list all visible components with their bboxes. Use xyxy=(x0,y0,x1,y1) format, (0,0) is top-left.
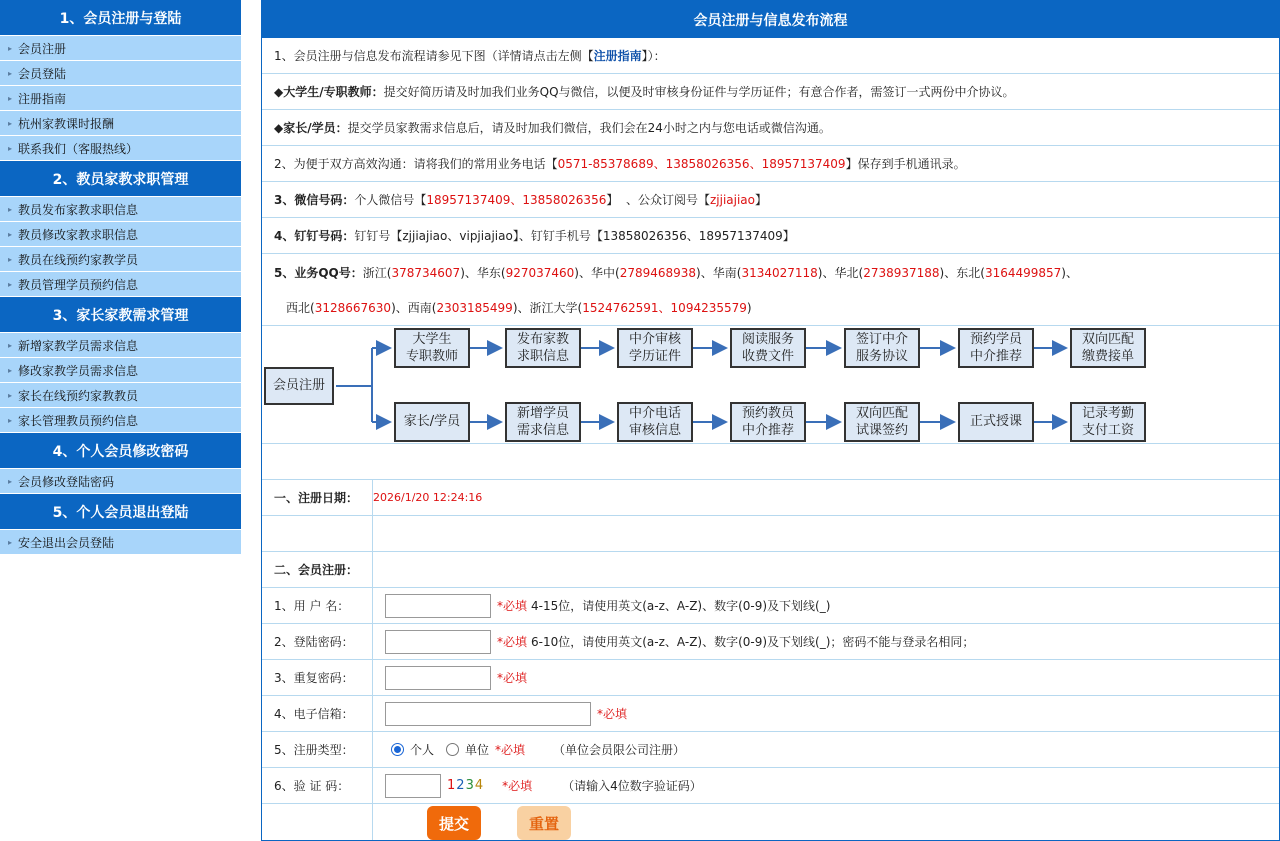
sidebar-section-title: 2、教员家教求职管理 xyxy=(0,161,241,197)
wechat-close: 】 xyxy=(755,193,768,207)
qq-line-2: 西北(3128667630)、西南(2303185499)、浙江大学(1524762591、1094235579) xyxy=(286,301,752,315)
email-input[interactable] xyxy=(385,702,591,726)
bullet-icon: ▸ xyxy=(8,415,13,425)
repeat-password-input[interactable] xyxy=(385,666,491,690)
type-row xyxy=(262,732,1279,768)
sidebar-item-label: 教员修改家教求职信息 xyxy=(18,227,139,242)
qq-label: 5、业务QQ号： xyxy=(274,265,363,280)
flow-step-teacher: 大学生 专职教师 xyxy=(394,328,470,368)
bullet-icon: ▸ xyxy=(8,143,13,153)
username-label: 1、用 户 名： xyxy=(262,588,373,623)
bullet-icon: ▸ xyxy=(8,118,13,128)
wechat-row xyxy=(262,182,1279,218)
type-label: 5、注册类型： xyxy=(262,732,373,767)
qq-row-2 xyxy=(262,290,1279,326)
username-hint: 4-15位，请使用英文(a-z、A-Z)、数字(0-9)及下划线(_) xyxy=(531,599,831,613)
sidebar-item[interactable] xyxy=(0,197,241,222)
flow-step-teacher: 签订中介 服务协议 xyxy=(844,328,920,368)
captcha-input[interactable] xyxy=(385,774,441,798)
submit-button[interactable]: 提交 xyxy=(427,806,481,840)
qq-number: 3134027118 xyxy=(741,265,818,280)
phone-prefix: 2、为便于双方高效沟通：请将我们的常用业务电话【 xyxy=(274,157,558,171)
qq-region: 东北 xyxy=(956,265,981,280)
reg-date-label: 一、注册日期： xyxy=(262,480,373,515)
captcha-image[interactable] xyxy=(447,778,484,793)
intro-suffix: 】）： xyxy=(641,49,666,63)
sidebar-item[interactable] xyxy=(0,61,241,86)
password-row xyxy=(262,624,1279,660)
flow-step-parent: 新增学员 需求信息 xyxy=(505,402,581,442)
sidebar-item[interactable] xyxy=(0,136,241,161)
spacer-row xyxy=(262,444,1279,480)
sidebar-item[interactable] xyxy=(0,272,241,297)
parent-label: ◆家长/学员： xyxy=(274,121,348,135)
flow-step-parent: 双向匹配 试课签约 xyxy=(844,402,920,442)
reg-section-label: 二、会员注册： xyxy=(262,552,373,587)
qq-number: 3128667630 xyxy=(314,301,392,315)
guide-link[interactable]: 注册指南 xyxy=(593,49,642,63)
flow-step-teacher: 预约学员 中介推荐 xyxy=(958,328,1034,368)
sidebar-item[interactable] xyxy=(0,530,241,555)
qq-number: 378734607 xyxy=(391,265,461,280)
sidebar-item-label: 教员发布家教求职信息 xyxy=(18,202,139,217)
teacher-label: ◆大学生/专职教师： xyxy=(274,85,384,99)
bullet-icon: ▸ xyxy=(8,537,13,547)
sidebar-item[interactable] xyxy=(0,247,241,272)
captcha-required: *必填 xyxy=(502,779,533,793)
bullet-icon: ▸ xyxy=(8,365,13,375)
sidebar-section-title: 4、个人会员修改密码 xyxy=(0,433,241,469)
sidebar-item[interactable] xyxy=(0,358,241,383)
bullet-icon: ▸ xyxy=(8,279,13,289)
sidebar-item-label: 修改家教学员需求信息 xyxy=(18,363,139,378)
dingtalk-label: 4、钉钉号码： xyxy=(274,229,355,243)
type-personal-radio[interactable] xyxy=(391,743,404,756)
flow-step-parent: 中介电话 审核信息 xyxy=(617,402,693,442)
repeat-label: 3、重复密码： xyxy=(262,660,373,695)
intro-row xyxy=(262,38,1279,74)
parent-text: 提交学员家教需求信息后，请及时加我们微信，我们会在24小时之内与您电话或微信沟通。 xyxy=(347,121,831,135)
email-required: *必填 xyxy=(597,707,628,721)
email-label: 4、电子信箱： xyxy=(262,696,373,731)
intro-text: 1、会员注册与信息发布流程请参见下图（详情请点击左侧【 xyxy=(274,49,594,63)
blank-label xyxy=(262,516,373,551)
repeat-required: *必填 xyxy=(497,671,528,685)
sidebar-item[interactable] xyxy=(0,222,241,247)
qq-number: 2738937188 xyxy=(863,265,940,280)
flow-step-teacher: 发布家教 求职信息 xyxy=(505,328,581,368)
sidebar-item[interactable] xyxy=(0,36,241,61)
qq-region: 华南 xyxy=(712,265,737,280)
password-hint: 6-10位，请使用英文(a-z、A-Z)、数字(0-9)及下划线(_)；密码不能与登录名相同； xyxy=(531,635,975,649)
reg-section-row xyxy=(262,552,1279,588)
email-row xyxy=(262,696,1279,732)
reg-date-row xyxy=(262,480,1279,516)
wechat-numbers: 18957137409、13858026356 xyxy=(426,193,607,207)
qq-row-1 xyxy=(262,254,1279,290)
type-company-radio[interactable] xyxy=(446,743,459,756)
sidebar-item-label: 会员注册 xyxy=(18,41,67,56)
sidebar-item-label: 教员管理学员预约信息 xyxy=(18,277,139,292)
bullet-icon: ▸ xyxy=(8,229,13,239)
qq-region: 浙江 xyxy=(362,265,387,280)
blank-value xyxy=(373,516,1279,551)
sidebar-item[interactable] xyxy=(0,383,241,408)
qq-region: 华中 xyxy=(590,265,615,280)
dingtalk-row xyxy=(262,218,1279,254)
teacher-row xyxy=(262,74,1279,110)
sidebar-item-label: 新增家教学员需求信息 xyxy=(18,338,139,353)
captcha-hint: （请输入4位数字验证码） xyxy=(562,779,702,793)
flow-step-parent: 正式授课 xyxy=(958,402,1034,442)
buttons-row xyxy=(262,804,1279,841)
sidebar-item[interactable] xyxy=(0,469,241,494)
main-panel xyxy=(261,0,1280,841)
flow-step-parent: 预约教员 中介推荐 xyxy=(730,402,806,442)
reset-button[interactable]: 重置 xyxy=(517,806,571,840)
qq-region: 浙江大学 xyxy=(529,301,578,315)
flow-step-teacher: 中介审核 学历证件 xyxy=(617,328,693,368)
password-input[interactable] xyxy=(385,630,491,654)
captcha-label: 6、验 证 码： xyxy=(262,768,373,803)
blank-row xyxy=(262,516,1279,552)
sidebar-item[interactable] xyxy=(0,86,241,111)
wechat-label: 3、微信号码： xyxy=(274,193,355,207)
buttons-label xyxy=(262,804,373,841)
captcha-digit-1: 1 xyxy=(447,778,457,793)
qq-line-1: 浙江(378734607)、华东(927037460)、华中(2789468938)、华南(3134027118)、华北(2738937188)、东北(3164499857)、 xyxy=(362,265,1078,280)
wechat-public-id: zjjiajiao xyxy=(709,192,756,207)
qq-number: 3164499857 xyxy=(984,265,1062,280)
parent-row xyxy=(262,110,1279,146)
qq-number: 2789468938 xyxy=(619,265,697,280)
wechat-public-label: 】 、公众订阅号【 xyxy=(606,193,710,207)
sidebar-item[interactable] xyxy=(0,111,241,136)
sidebar-section-title: 3、家长家教需求管理 xyxy=(0,297,241,333)
captcha-digit-2: 2 xyxy=(456,778,466,793)
bullet-icon: ▸ xyxy=(8,93,13,103)
sidebar-item-label: 会员登陆 xyxy=(18,66,67,81)
phone-numbers: 0571-85378689、13858026356、18957137409 xyxy=(557,157,846,171)
reg-section-value xyxy=(373,552,1279,587)
sidebar-item-label: 会员修改登陆密码 xyxy=(18,474,115,489)
flow-step-parent: 记录考勤 支付工资 xyxy=(1070,402,1146,442)
captcha-digit-4: 4 xyxy=(474,778,485,793)
bullet-icon: ▸ xyxy=(8,204,13,214)
password-label: 2、登陆密码： xyxy=(262,624,373,659)
type-company-label: 单位 xyxy=(465,743,490,757)
qq-number: 2303185499 xyxy=(436,301,513,315)
sidebar-item-label: 家长管理教员预约信息 xyxy=(18,413,139,428)
sidebar xyxy=(0,0,241,555)
page-title: 会员注册与信息发布流程 xyxy=(262,1,1279,38)
username-row xyxy=(262,588,1279,624)
bullet-icon: ▸ xyxy=(8,340,13,350)
flow-step-teacher: 双向匹配 缴费接单 xyxy=(1070,328,1146,368)
username-input[interactable] xyxy=(385,594,491,618)
sidebar-section-title: 1、会员注册与登陆 xyxy=(0,0,241,36)
bullet-icon: ▸ xyxy=(8,43,13,53)
password-required: *必填 xyxy=(497,635,528,649)
phone-row xyxy=(262,146,1279,182)
type-hint: （单位会员限公司注册） xyxy=(553,743,686,757)
sidebar-item[interactable] xyxy=(0,408,241,433)
qq-number: 1524762591、1094235579 xyxy=(582,301,747,315)
qq-region: 华东 xyxy=(476,265,501,280)
flow-step-teacher: 阅读服务 收费文件 xyxy=(730,328,806,368)
sidebar-item-label: 杭州家教课时报酬 xyxy=(18,116,115,131)
type-personal-label: 个人 xyxy=(410,743,435,757)
bullet-icon: ▸ xyxy=(8,254,13,264)
teacher-text: 提交好简历请及时加我们业务QQ与微信，以便及时审核身份证件与学历证件；有意合作者，需签订一式两份中介协议。 xyxy=(383,85,1015,99)
qq-region: 华北 xyxy=(834,265,859,280)
sidebar-section-title: 5、个人会员退出登陆 xyxy=(0,494,241,530)
wechat-personal-label: 个人微信号【 xyxy=(354,193,427,207)
flow-branch-line xyxy=(336,348,372,422)
sidebar-item-label: 安全退出会员登陆 xyxy=(18,535,115,550)
flow-chart xyxy=(262,326,1279,444)
qq-region: 西南 xyxy=(407,301,432,315)
phone-suffix: 】保存到手机通讯录。 xyxy=(845,157,966,171)
reg-date-value: 2026/1/20 12:24:16 xyxy=(373,491,483,504)
sidebar-item-label: 家长在线预约家教教员 xyxy=(18,388,139,403)
qq-number: 927037460 xyxy=(505,265,575,280)
bullet-icon: ▸ xyxy=(8,68,13,78)
sidebar-item[interactable] xyxy=(0,333,241,358)
bullet-icon: ▸ xyxy=(8,390,13,400)
captcha-digit-3: 3 xyxy=(465,778,475,793)
sidebar-item-label: 注册指南 xyxy=(18,91,67,106)
username-required: *必填 xyxy=(497,599,528,613)
sidebar-item-label: 联系我们（客服热线） xyxy=(18,141,139,156)
flow-step-parent: 家长/学员 xyxy=(394,402,470,442)
repeat-row xyxy=(262,660,1279,696)
sidebar-item-label: 教员在线预约家教学员 xyxy=(18,252,139,267)
type-required: *必填 xyxy=(495,743,526,757)
flow-start-box: 会员注册 xyxy=(264,367,334,405)
dingtalk-text: 钉钉号【zjjiajiao、vipjiajiao】、钉钉手机号【13858026356、18957137409】 xyxy=(354,229,795,243)
captcha-row xyxy=(262,768,1279,804)
bullet-icon: ▸ xyxy=(8,476,13,486)
qq-region: 西北 xyxy=(286,301,311,315)
